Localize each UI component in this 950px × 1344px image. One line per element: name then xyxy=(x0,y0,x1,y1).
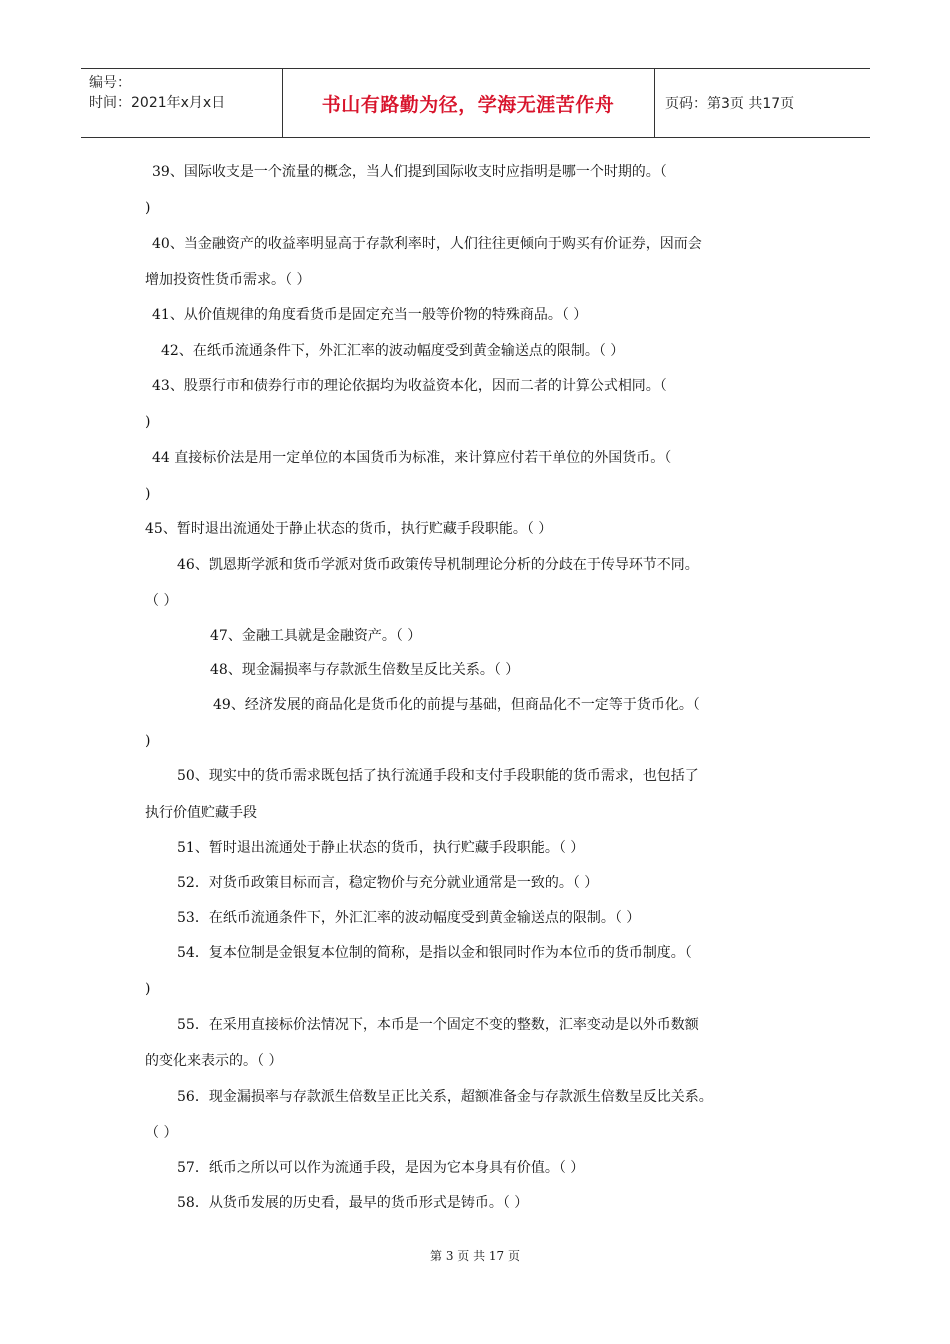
question-39: 39、国际收支是一个流量的概念，当人们提到国际收支时应指明是哪一个时期的。（ xyxy=(152,164,667,180)
question-55: 55．在采用直接标价法情况下，本币是一个固定不变的整数，汇率变动是以外币数额 xyxy=(177,1017,699,1033)
question-56-cont: （ ） xyxy=(145,1125,178,1141)
question-39-cont: ) xyxy=(145,200,151,216)
question-58: 58．从货币发展的历史看，最早的货币形式是铸币。（ ） xyxy=(177,1195,529,1211)
question-48: 48、现金漏损率与存款派生倍数呈反比关系。（ ） xyxy=(210,662,520,678)
question-40: 40、当金融资产的收益率明显高于存款利率时，人们往往更倾向于购买有价证券，因而会 xyxy=(152,236,702,252)
question-50: 50、现实中的货币需求既包括了执行流通手段和支付手段职能的货币需求，也包括了 xyxy=(177,768,699,784)
header-page-info: 页码：第3页 共17页 xyxy=(665,96,795,112)
question-50-cont: 执行价值贮藏手段 xyxy=(145,805,257,821)
question-51: 51、暂时退出流通处于静止状态的货币，执行贮藏手段职能。（ ） xyxy=(177,840,585,856)
question-57: 57．纸币之所以可以作为流通手段，是因为它本身具有价值。（ ） xyxy=(177,1160,585,1176)
question-54: 54．复本位制是金银复本位制的简称，是指以金和银同时作为本位币的货币制度。（ xyxy=(177,945,692,961)
question-49: 49、经济发展的商品化是货币化的前提与基础，但商品化不一定等于货币化。（ xyxy=(213,697,700,713)
question-49-cont: ) xyxy=(145,733,151,749)
question-40-cont: 增加投资性货币需求。（ ） xyxy=(145,272,311,288)
question-53: 53．在纸币流通条件下，外汇汇率的波动幅度受到黄金输送点的限制。（ ） xyxy=(177,910,641,926)
question-46: 46、凯恩斯学派和货币学派对货币政策传导机制理论分析的分歧在于传导环节不同。 xyxy=(177,557,699,573)
question-55-cont: 的变化来表示的。（ ） xyxy=(145,1053,283,1069)
question-46-cont: （ ） xyxy=(145,593,178,609)
question-54-cont: ) xyxy=(145,981,151,997)
question-43: 43、股票行市和债券行市的理论依据均为收益资本化，因而二者的计算公式相同。（ xyxy=(152,378,667,394)
question-41: 41、从价值规律的角度看货币是固定充当一般等价物的特殊商品。（ ） xyxy=(152,307,588,323)
question-56: 56．现金漏损率与存款派生倍数呈正比关系，超额准备金与存款派生倍数呈反比关系。 xyxy=(177,1089,713,1105)
date-label: 时间：2021年x月x日 xyxy=(89,95,226,111)
question-42: 42、在纸币流通条件下，外汇汇率的波动幅度受到黄金输送点的限制。（ ） xyxy=(161,343,625,359)
header-meta xyxy=(89,73,225,113)
header-divider-right xyxy=(654,69,655,137)
page-footer: 第 3 页 共 17 页 xyxy=(430,1249,520,1263)
question-47: 47、金融工具就是金融资产。（ ） xyxy=(210,628,422,644)
header-motto: 书山有路勤为径，学海无涯苦作舟 xyxy=(321,93,615,116)
question-44-cont: ) xyxy=(145,486,151,502)
question-52: 52．对货币政策目标而言，稳定物价与充分就业通常是一致的。（ ） xyxy=(177,875,599,891)
page-header xyxy=(81,68,870,138)
question-45: 45、暂时退出流通处于静止状态的货币，执行贮藏手段职能。（ ） xyxy=(145,521,553,537)
question-44: 44 直接标价法是用一定单位的本国货币为标准，来计算应付若干单位的外国货币。（ xyxy=(152,450,672,466)
question-43-cont: ) xyxy=(145,414,151,430)
code-label: 编号： xyxy=(89,75,131,91)
